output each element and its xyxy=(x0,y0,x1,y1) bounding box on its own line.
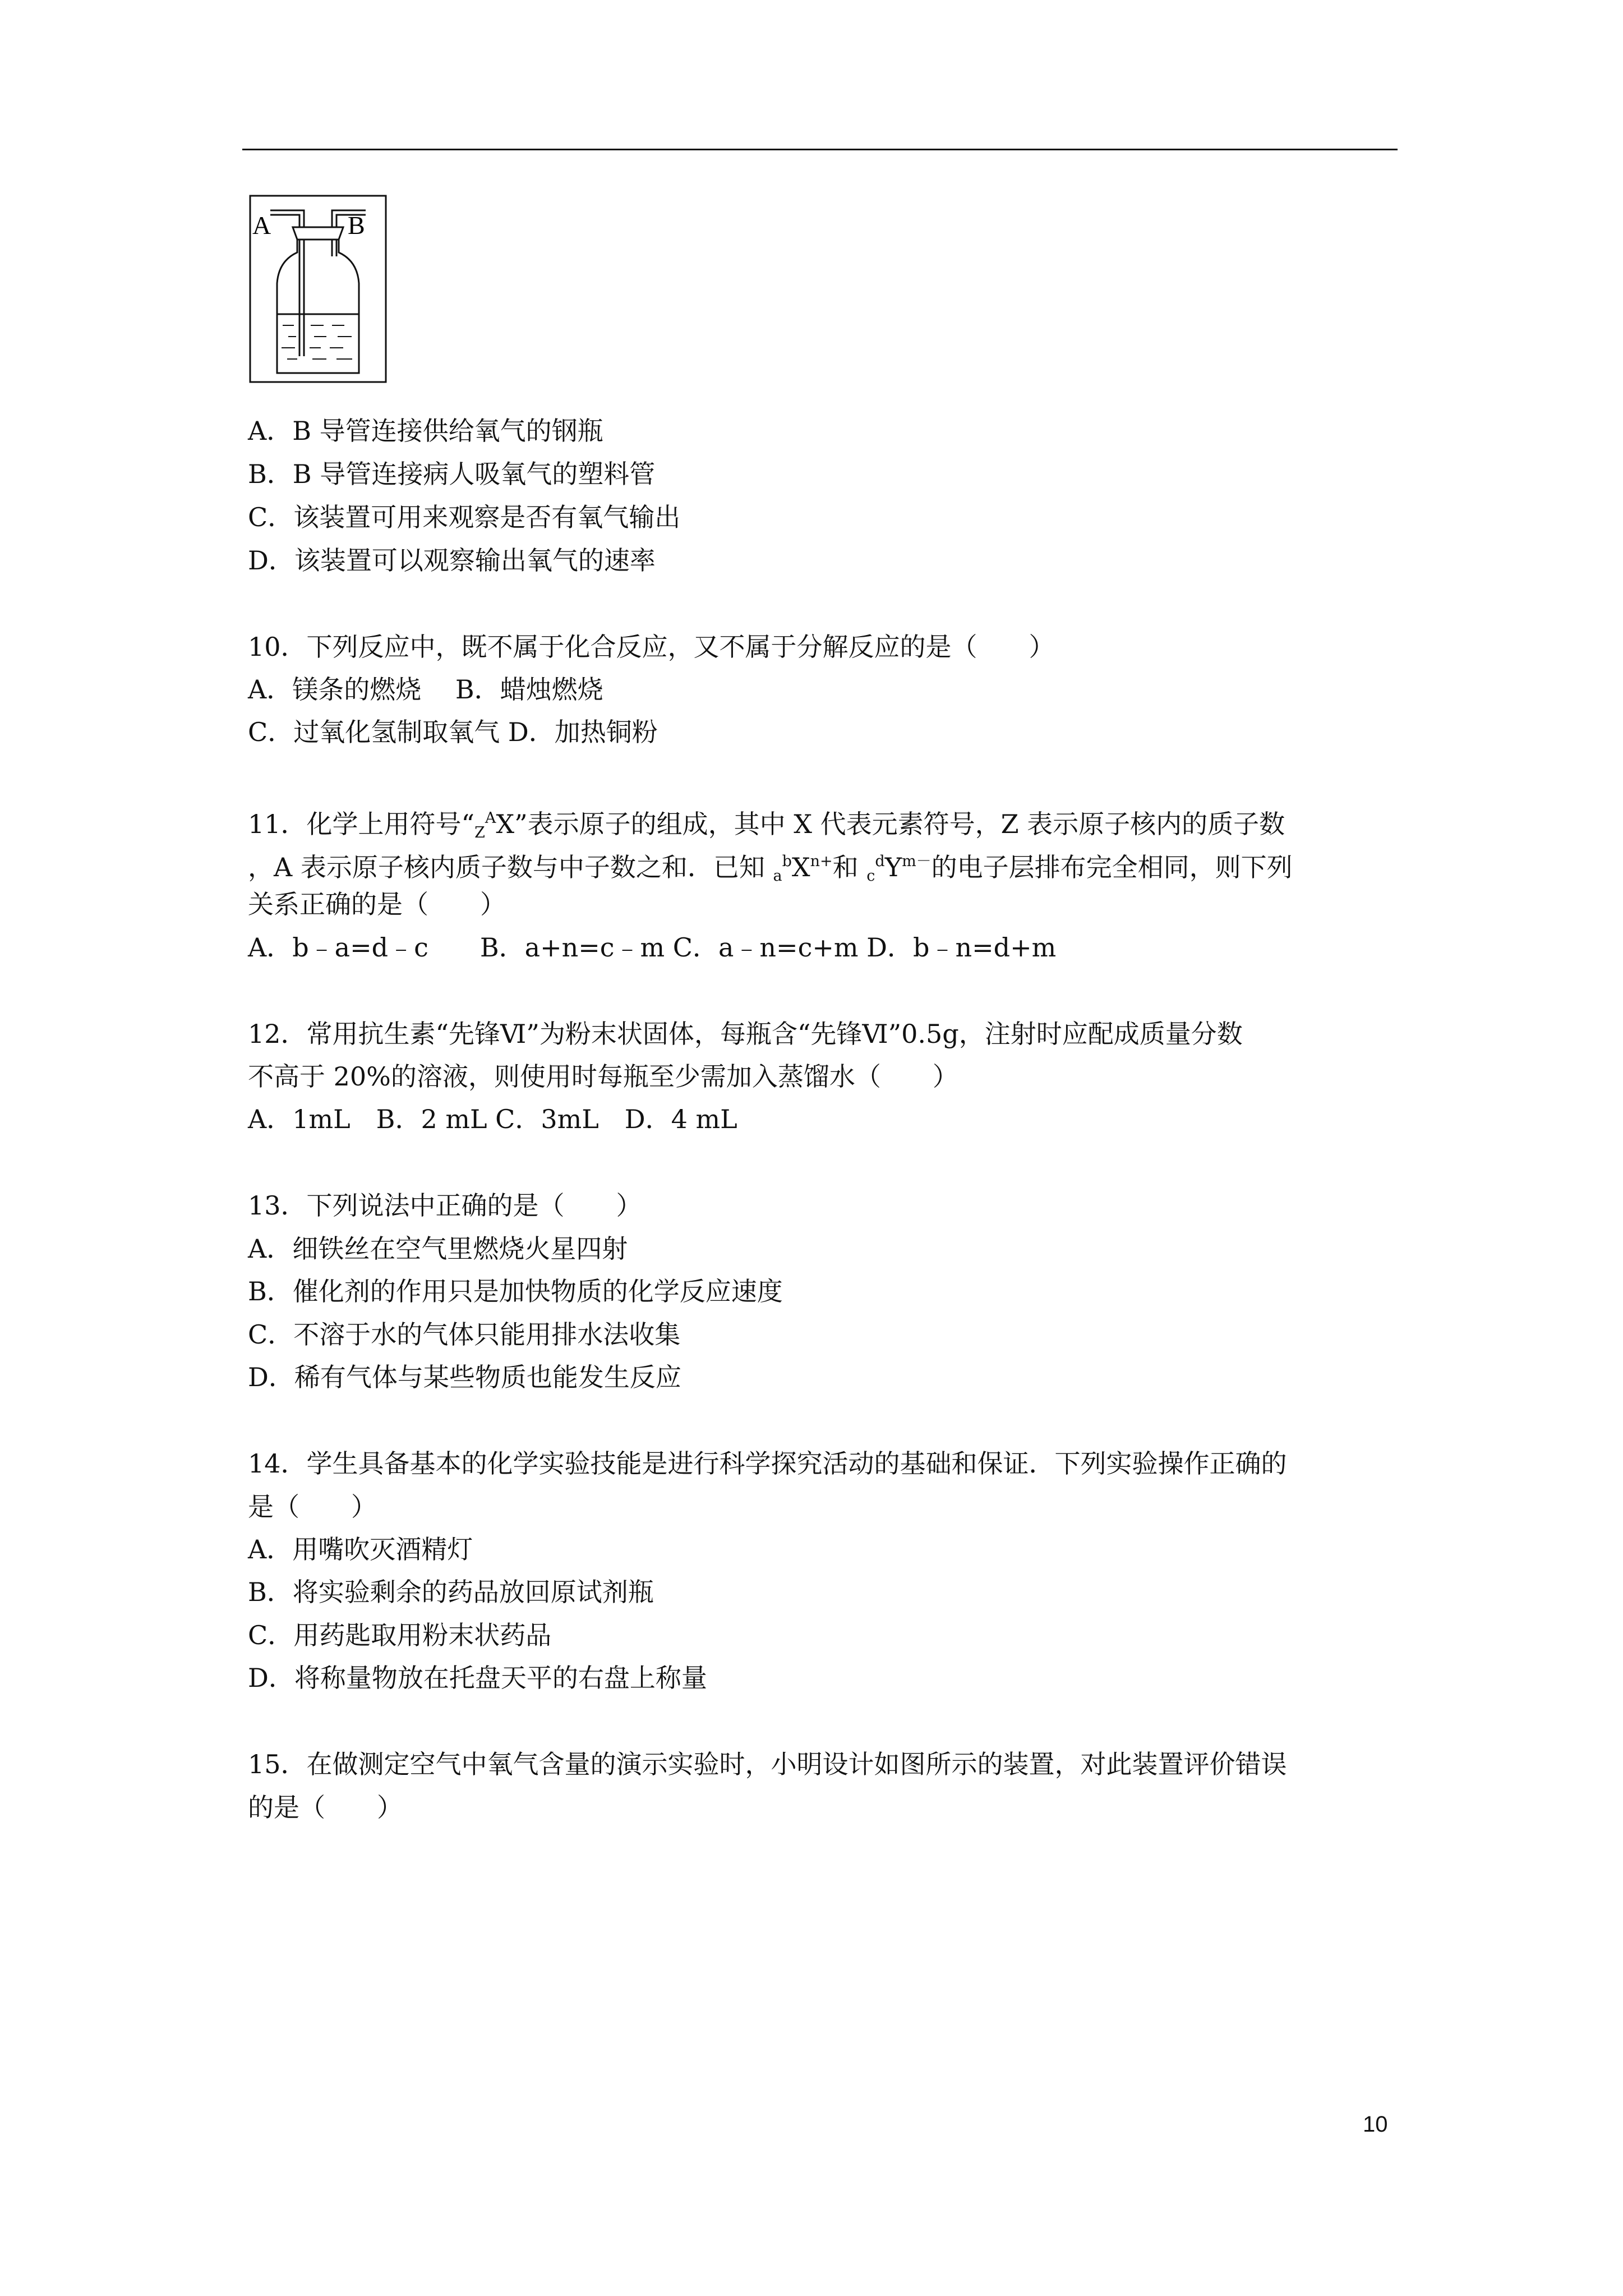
q15-stem-line1: 15．在做测定空气中氧气含量的演示实验时，小明设计如图所示的装置，对此装置评价错误 xyxy=(248,1749,1287,1779)
page-number: 10 xyxy=(1363,2112,1388,2137)
q13-option-a: A．细铁丝在空气里燃烧火星四射 xyxy=(248,1234,628,1264)
q11-options: A．b﹣a=d﹣c B．a+n=c﹣m C．a﹣n=c+m D．b﹣n=d+m xyxy=(248,932,1057,963)
q14-stem-line1: 14．学生具备基本的化学实验技能是进行科学探究活动的基础和保证．下列实验操作正确的 xyxy=(248,1448,1287,1479)
q10-stem: 10．下列反应中，既不属于化合反应，又不属于分解反应的是（ ） xyxy=(248,632,1055,662)
q12-stem-line1: 12．常用抗生素“先锋Ⅵ”为粉末状固体，每瓶含“先锋Ⅵ”0.5g，注射时应配成质量分数 xyxy=(248,1019,1243,1049)
q9-option-c: C．该装置可用来观察是否有氧气输出 xyxy=(248,502,681,532)
q11-stem-line2: ，A 表示原子核内质子数与中子数之和．已知 $_a^bX^{n+}$和 $_c^dY^{m-}$的电子层排布完全相同，则下列 xyxy=(248,852,1293,885)
q9-option-a: A．B 导管连接供给氧气的钢瓶 xyxy=(248,416,603,446)
gas-washing-bottle-figure xyxy=(248,194,388,384)
q13-option-b: B．催化剂的作用只是加快物质的化学反应速度 xyxy=(248,1276,783,1306)
q10-options-line1: A．镁条的燃烧 B．蜡烛燃烧 xyxy=(248,674,603,705)
q12-options: A．1mL B．2 mL C．3mL D．4 mL xyxy=(248,1104,737,1134)
q15-stem-line2: 的是（ ） xyxy=(248,1792,403,1823)
q11-stem-line1: 11．化学上用符号“$_Z^AX$”表示原子的组成，其中 X 代表元素符号，Z 表示原子核内的质子数 xyxy=(248,809,1285,841)
q9-option-b: B．B 导管连接病人吸氧气的塑料管 xyxy=(248,459,656,489)
q14-option-c: C．用药匙取用粉末状药品 xyxy=(248,1620,552,1650)
q9-option-d: D．该装置可以观察输出氧气的速率 xyxy=(248,545,656,576)
q12-stem-line2: 不高于 20%的溶液，则使用时每瓶至少需加入蒸馏水（ ） xyxy=(248,1061,958,1092)
q14-option-d: D．将称量物放在托盘天平的右盘上称量 xyxy=(248,1663,707,1693)
q14-option-b: B．将实验剩余的药品放回原试剂瓶 xyxy=(248,1577,654,1607)
q14-stem-line2: 是（ ） xyxy=(248,1492,377,1522)
figure-label-a: A xyxy=(252,211,271,240)
q14-option-a: A．用嘴吹灭酒精灯 xyxy=(248,1534,473,1565)
q11-stem-line3: 关系正确的是（ ） xyxy=(248,889,506,919)
header-rule xyxy=(242,149,1398,150)
q13-stem: 13．下列说法中正确的是（ ） xyxy=(248,1190,642,1221)
q13-option-c: C．不溶于水的气体只能用排水法收集 xyxy=(248,1319,681,1350)
figure-label-b: B xyxy=(348,211,365,240)
q10-options-line2: C．过氧化氢制取氧气 D．加热铜粉 xyxy=(248,717,658,747)
q13-option-d: D．稀有气体与某些物质也能发生反应 xyxy=(248,1362,681,1392)
